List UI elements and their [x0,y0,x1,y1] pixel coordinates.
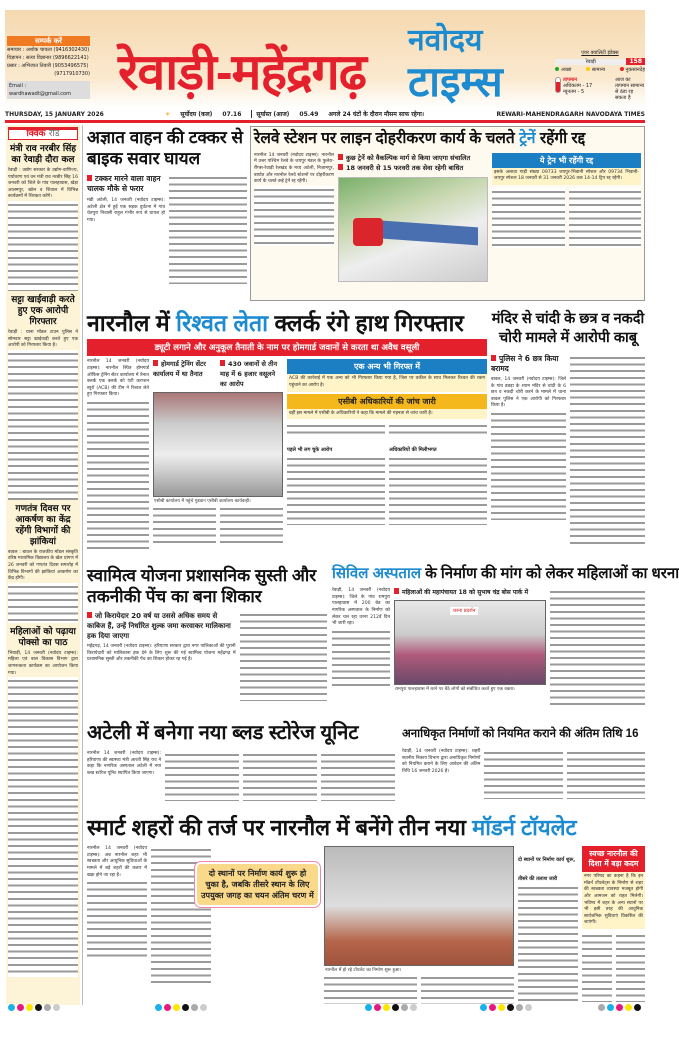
headline: स्मार्ट शहरों की तर्ज पर नारनौल में बनेंगे तीन नया [87,815,466,840]
quick-read-header [8,127,78,140]
story-swamitva [87,565,327,710]
brief-headline: मंत्री राव नरबीर सिंह का रेवाड़ी दौरा कल [9,144,77,165]
story-atelli [87,722,395,812]
temp-min: न्यूनतम - 5 [563,89,585,95]
box-body: ACB की कार्रवाई में एक अन्य को भी गिरफ्तार किया गया है, जिस पर वकील के साथ मिलकर रिश्वत की रकम पहुंचाने का आरोप है। [287,374,487,391]
headline-highlight: सिविल अस्पताल [332,565,422,582]
headline: स्वामित्व योजना प्रशासनिक सुस्ती और तकनीकी पेंच का बना शिकार [87,566,317,606]
aqi-value: 158 [626,58,645,65]
quick-read-subtitle: रीड [48,129,60,139]
paper-name: REWARI-MAHENDRAGARH NAVODAYA TIMES [496,110,645,118]
protest-banner: धरना प्रदर्शन [450,607,478,615]
temp-note: आज का तापमान सामान्य से ठंडा रह सकता है [615,77,644,101]
weather-forecast: अगले 24 घंटों के दौरान मौसम साफ रहेगा। [328,111,425,118]
color-registration-marks [8,1004,60,1011]
contact-line: (9717910730) [54,71,90,77]
masthead-title-main: रेवाड़ी-महेंद्रगढ़ [118,44,366,100]
subheadline: महिलाओं की महापंचायत 18 को सुभाष चंद्र बोस पार्क में [394,588,546,598]
box-title: एक अन्य भी गिरफ्त में [287,359,487,374]
article-body: नारनौल 14 जनवरी (नवोदय टाइम्स): अब नारनौल शहर भी स्वच्छता और आधुनिक सुविधाओं के मामले में बड़े शहरों की कतार में खड़ा होने जा रहा है। [87,846,147,878]
color-registration-marks [598,1004,641,1011]
headline: मंदिर से चांदी के छत्र व नकदी चोरी मामले में आरोपी काबू [491,311,645,346]
contact-box [7,36,90,99]
aqi-title: एयर क्वालिटी इंडेक्स [581,50,619,56]
color-registration-marks [155,1004,207,1011]
brief-body: रेवाड़ी : थाना मॉडल टाउन पुलिस ने सोमवार सट्टा खाईवाड़ी करते हुए एक आरोपी को गिरफ्तार किया है। [8,329,78,349]
bad-dot-icon [620,67,624,71]
headline: रेलवे स्टेशन पर लाइन दोहरीकरण कार्य के चलते [254,130,515,147]
headline-highlight: मॉडर्न टॉयलेट [472,815,577,840]
photo-caption: एसीबी कार्यालय में पहुंचे गुडवान एसीबी कार्यालय कार्यवाही। [154,499,251,505]
box-title: स्वच्छ नारनौल की दिशा में बड़ा कदम [582,846,645,872]
suv-photo [153,392,283,497]
contact-line: प्रसार : अभिजात तिवारी (9053496575) [7,63,89,69]
headline-highlight: ट्रेनें [519,130,536,147]
train-photo [338,177,488,282]
sunset-time: 05.49 [299,110,319,118]
article-body: महेंद्रगढ़, 14 जनवरी (नवोदय टाइम्स): हरियाणा सरकार द्वारा नगर पालिकाओं की पुरानी किरायेदारी को मालिकाना हक देने के लिए शुरू की गई स्वामित्व योजना महेंद्रगढ़ में प्रशासनिक सुस्ती और तकनीकी पेंच का शिकार होकर रह गई है। [87,644,236,663]
strapline: ड्यूटी लगाने और अनुकूल तैनाती के नाम पर होमगार्ड जवानों से करता था अवैध वसूली [87,339,487,356]
masthead-title-line2: टाइम्स [408,57,503,106]
headline: अटेली में बनेगा नया ब्लड स्टोरेज यूनिट [87,722,359,744]
color-registration-marks [365,1004,417,1011]
subheadline: पुलिस ने 6 छत्र किया बरामद [491,354,566,374]
masthead-title-line1: नवोदय [408,23,483,58]
sunrise-label: सूर्योदय (कल) [180,111,213,118]
story-hospital [332,565,679,715]
headline: नारनौल में [87,310,170,336]
article-body: मंडी अटेली, 14 जनवरी (नवोदय टाइम्स): अटेली क्षेत्र में हुई एक सड़क दुर्घटना में गांव चेतपुरा निवासी राहुल गंभीर रूप से घायल हो गया। [87,198,165,223]
aqi-legend [555,67,645,73]
article-body: नारनौल 14 जनवरी (नवोदय टाइम्स): नारनौल स्थित होमगार्ड ऑफिस ट्रेनिंग सेंटर कार्यालय में तैनात क्लर्क एक क्लर्क को एंटी करप्शन ब्यूरो (ACB) की टीम ने रिश्वत लेते हुए गिरफ्तार किया। [87,359,149,398]
contact-line: समाचार : अशोक चावला (9416302430) [7,47,90,53]
box-body: नगर परिषद का कहना है कि इन मॉडर्न टॉयलेट्स के निर्माण से शहर की स्वच्छता व्यवस्था मजबूत होगी और आमजन को राहत मिलेगी। भविष्य में शहर के अन्य स्थानों पर भी इसी तरह की आधुनिक सार्वजनिक सुविधाएं विकसित की जाएंगी। [582,872,645,929]
headline-end: क्लर्क रंगे हाथ गिरफ्तार [274,310,464,336]
side-heading: अधिकारियों की मिलीभगत [389,447,437,454]
brief-body: बावल : बावल के राजकीय मॉडल संस्कृति वरिष्ठ माध्यमिक विद्यालय के खेल प्रांगण में 26 जनवरी को गणतंत्र दिवस समारोह में विभिन्न विभागों की झांकियां आकर्षण का केंद्र होंगी। [8,549,78,582]
divider [5,120,645,123]
construction-photo [324,846,514,966]
brief-headline: गणतंत्र दिवस पर आकर्षण का केंद्र रहेंगी विभागों की झांकियां [15,503,71,547]
story-railway [250,126,645,301]
story-toilets [87,815,645,1000]
side-heading: दो स्थानों पर निर्माण कार्य शुरू, तीसरे की तलाश जारी [518,857,576,883]
story-bribe [87,310,487,560]
box-body: इसके अलावा गाड़ी संख्या 09733 जयपुर-भिवानी स्पेशल और 09734 भिवानी-जयपुर स्पेशल 18 जनवरी से 31 जनवरी 2026 तक 14-14 ट्रिप रद्द रहेंगी। [492,168,641,185]
article-body: बावल, 14 जनवरी (नवोदय टाइम्स): जिले के गांव डबड़ा के श्याम मंदिर से चांदी के 6 छत्र व नकदी चोरी करने के मामले में थाना बावल पुलिस ने एक आरोपी को गिरफ्तार किया है। [491,377,566,409]
photo-caption: नारनौल में हो रहे टॉयलेट का निर्माण शुरू हुआ। [325,968,402,974]
brief-headline: महिलाओं को पढ़ाया पोक्सो का पाठ [10,626,76,648]
article-body: रेवाड़ी, 14 जनवरी (नवोदय टाइम्स): जिले के गांव रामपुरा पालहावास में 200 बेड का नागरिक अस्पताल के निर्माण को लेकर चल रहा धरना 212वें दिन भी जारी रहा। [332,588,390,627]
contact-email: Email : wardhawadt@gmail.com [7,81,90,99]
headline-highlight: रिश्वत लेता [175,310,269,336]
headline: अज्ञात वाहन की टक्कर से बाइक सवार घायल [87,128,243,168]
aqi-legend-good: अच्छा [561,67,572,73]
article-body: नारनौल 14 जनवरी (नवोदय टाइम्स): नारनौल में उत्तर पश्चिम रेलवे के जयपुर मंडल के फुलेरा-रींगस-रेवाड़ी रेलखंड के मध्य अटेली, निजामपुर, बाघोत और नारनौल रेलवे स्टेशनों पर दोहरीकरण कार्य के चलते कई ट्रेनें रद्द रहेंगी। [254,152,334,185]
aqi-legend-moderate: सामान्य [591,67,606,73]
brief-body: रेवाड़ी : उद्योग सरकार के उद्योग-वाणिज्य, पर्यावरण एवं वन मंत्री राव नरबीर सिंह 16 जनवरी को जिले के गांव पालहावास, खेड़ा आलमपुर, खोल व शिवाल में विभिन्न कार्यक्रमों में शिरकत करेंगे। [8,168,78,200]
story-unauthorized [402,728,645,813]
bullet: कुछ ट्रेनें को वैकल्पिक मार्ग से किया जाएगा संचालित [338,153,488,163]
column-rule [82,125,83,1005]
sunrise-time: 07.16 [222,110,242,118]
aqi-city: रेवाड़ी [555,59,626,65]
box-body: वहीं इस मामले में एसीबी के अधिकारियों ने कहा कि मामले की गहनता से जांच जारी है। [287,409,487,420]
protest-photo [394,600,546,685]
sun-icon: ☀ [165,110,171,118]
quick-read-title: क्विक [26,129,46,139]
sunset-label: सूर्यास्त (आज) [251,110,289,118]
subheadline: 430 जवानों से तीन माह में 6 हजार वसूलने का आरोप [220,359,283,389]
aqi-box [555,50,645,101]
subheadline: टक्कर मारने वाला वाहन चालक मौके से फरार [87,174,165,194]
box-title: एसीबी अधिकारियों की जांच जारी [287,394,487,409]
photo-caption: रामपुरा पालहावास में धरने पर बैठे लोगों को संबोधित करते हुए एक वक्ता। [395,687,515,693]
quick-read-column [6,125,80,1005]
brief-body: भिवाड़ी, 14 जनवरी (नवोदय टाइम्स): महिला एवं बाल विकास विभाग द्वारा जागरूकता कार्यक्रम का आयोजन किया गया। [8,650,78,676]
side-heading: पहले भी लग चुके आरोप [287,447,333,454]
bullet: 18 जनवरी से 15 फरवरी तक सेवा रहेगी बाधित [338,163,488,173]
box-title: ये ट्रेन भी रहेंगी रद्द [492,153,641,168]
headline: अनाधिकृत निर्माणों को नियमित कराने की अंतिम तिथि 16 [402,728,639,740]
temp-title: तापमान [563,77,578,83]
date-bar [5,108,645,120]
callout-box: दो स्थानों पर निर्माण कार्य शुरू हो चुका है, जबकि तीसरे स्थान के लिए उपयुक्त जगह का चयन अंतिम चरण में [195,862,320,907]
temp-max: अधिकतम - 17 [563,83,593,89]
subheadline: जो किरायेदार 20 वर्ष या उससे अधिक समय से काबिज हैं, उन्हें निर्धारित शुल्क जमा करवाकर मालिकाना हक दिया जाएगा [87,611,236,641]
headline: के निर्माण की मांग को लेकर महिलाओं का धरना [425,565,679,582]
story-accident [87,127,247,302]
good-dot-icon [555,67,559,71]
contact-line: विज्ञापन : सत्या विज्ञानार (9896622141) [7,55,89,61]
date: THURSDAY, 15 JANUARY 2026 [5,110,104,118]
contact-title: सम्पर्क करें [7,36,90,46]
brief-headline: सट्टा खाईवाड़ी करते हुए एक आरोपी गिरफ्तार [11,294,75,327]
article-body: रेवाड़ी, 14 जनवरी (नवोदय टाइम्स): शहरी स्थानीय निकाय विभाग द्वारा अनाधिकृत निर्माणों को नियमित कराने के लिए आवेदन की अंतिम तिथि 16 जनवरी 2026 है। [402,749,481,774]
subheadline: होमगार्ड ट्रेनिंग सेंटर कार्यालय में था तैनात [153,359,216,389]
moderate-dot-icon [586,67,590,71]
headline-end: रहेंगी रद्द [539,130,586,147]
color-registration-marks [480,1004,532,1011]
aqi-legend-bad: नुकसानदेह [625,67,645,73]
story-temple [491,310,645,555]
article-body: नारनौल 14 जनवरी (नवोदय टाइम्स): हरियाणा की स्वास्थ्य मंत्री आरती सिंह राव ने कहा कि नागरिक अस्पताल अटेली में नया ब्लड स्टोरेज यूनिट स्थापित किया जाएगा। [87,751,161,776]
